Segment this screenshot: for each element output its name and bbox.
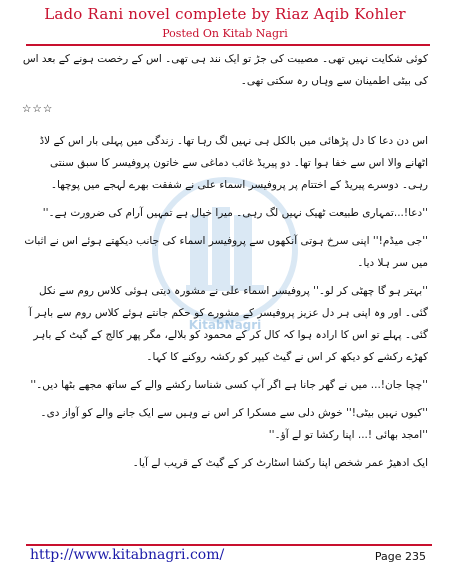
paragraph: ''کیوں نہیں بیٹی!'' خوش دلی سے مسکرا کر اس نے وہیں سے ایک جانے والے کو آواز دی۔ ''امجد بھائی !... اپنا رکشا تو لے آؤ۔'' xyxy=(40,407,428,441)
paragraph: ایک ادھیڑ عمر شخص اپنا رکشا اسٹارٹ کر کے گیٹ کے قریب لے آیا۔ xyxy=(132,457,428,469)
watermark-text: KitabNagri xyxy=(188,318,262,332)
paragraph: کوئی شکایت نہیں تھی۔ مصیبت کی جڑ تو ایک نند ہی تھی۔ اس کے رخصت ہونے کے بعد اس کی بیٹی اطمینان سے وہاں رہ سکتی تھی۔ xyxy=(22,53,428,87)
paragraph: ''دعا!...تمہاری طبیعت ٹھیک نہیں لگ رہی۔ میرا خیال ہے تمہیں آرام کی ضرورت ہے۔'' xyxy=(42,207,428,219)
paragraph: اس دن دعا کا دل پڑھائی میں بالکل ہی نہیں لگ رہا تھا۔ زندگی میں پہلی بار اس کے لاڈ اٹھانے والا اس سے خفا ہوا تھا۔ دو پیریڈ غائب دماغی سے خاتون پروفیسر کا سبق سنتی رہی۔ دوسرے پیریڈ کے اختتام پر پروفیسر اسماء علی نے شفقت بھرے لہجے میں پوچھا۔ xyxy=(39,135,428,191)
header-subtitle: Posted On Kitab Nagri xyxy=(162,27,288,40)
footer-url-link[interactable]: http://www.kitabnagri.com/ xyxy=(30,547,225,563)
paragraph: ''جی میڈم!'' اپنی سرخ ہوتی آنکھوں سے پروفیسر اسماء کی جانب دیکھتے ہوئے اس نے اثبات میں سر ہلا دیا۔ xyxy=(24,235,428,269)
page-number: Page 235 xyxy=(374,550,426,563)
footer-rule xyxy=(26,544,432,546)
paragraph: ''بہتر ہو گا چھٹی کر لو۔'' پروفیسر اسماء علی نے مشورہ دیتی ہوئی کلاس روم سے نکل گئی۔ اور وہ اپنی ہر دل عزیز پروفیسر کے مشورے کو حکم جانتے ہوئے کلاس روم سے باہر آ گئی۔ پہلے تو اس کا ارادہ ہوا کہ کال کر کے محمود کو بلالے، مگر پھر کالج کے گیٹ کے باہر کھڑے رکشے کو دیکھ کر اس نے گیٹ کیپر کو رکشہ روکنے کا کہا۔ xyxy=(28,285,428,363)
paragraph: ''چچا جان!... میں نے گھر جانا ہے اگر آپ کسی شناسا رکشے والے کے ساتھ مجھے بٹھا دیں۔'' xyxy=(30,379,428,391)
header-title: Lado Rani novel complete by Riaz Aqib Kohler xyxy=(44,5,406,23)
section-divider-stars: ☆☆☆ xyxy=(22,103,54,115)
page-content xyxy=(22,48,428,534)
header-rule xyxy=(26,44,430,46)
